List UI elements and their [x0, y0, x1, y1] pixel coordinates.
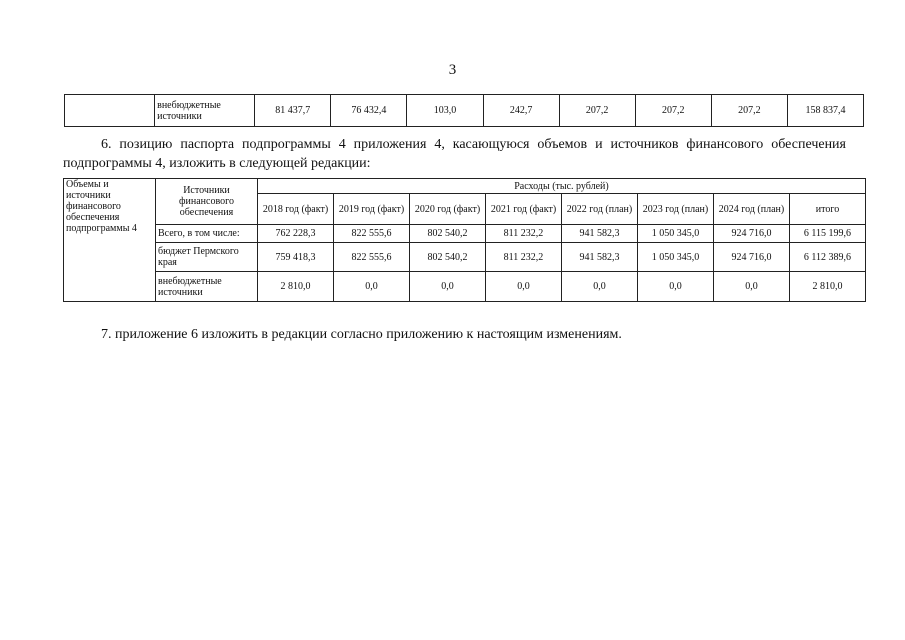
paragraph-7: 7. приложение 6 изложить в редакции согласно приложению к настоящим изменениям. [101, 327, 622, 342]
value-cell: 2 810,0 [790, 272, 866, 302]
value-cell: 0,0 [410, 272, 486, 302]
value-cell: 941 582,3 [562, 225, 638, 243]
value-cell: 0,0 [486, 272, 562, 302]
value-cell: 6 112 389,6 [790, 243, 866, 272]
value-cell: 802 540,2 [410, 225, 486, 243]
empty-cell [65, 95, 155, 127]
value-cell: 1 050 345,0 [638, 225, 714, 243]
table-row [64, 225, 866, 243]
header-row [64, 179, 866, 194]
column-header: итого [790, 194, 866, 225]
value-cell: 762 228,3 [258, 225, 334, 243]
value-cell: 924 716,0 [714, 225, 790, 243]
value-cell: 6 115 199,6 [790, 225, 866, 243]
value-cell: 822 555,6 [334, 225, 410, 243]
value-cell: 0,0 [562, 272, 638, 302]
value-cell: 0,0 [334, 272, 410, 302]
value-cell: 207,2 [711, 95, 787, 127]
table-row [64, 243, 866, 272]
value-cell: 207,2 [559, 95, 635, 127]
top-table-fragment [64, 94, 864, 127]
column-header: 2020 год (факт) [410, 194, 486, 225]
column-header: 2022 год (план) [562, 194, 638, 225]
value-cell: 76 432,4 [331, 95, 407, 127]
source-label: бюджет Пермского края [156, 243, 258, 272]
value-cell: 0,0 [638, 272, 714, 302]
value-cell: 924 716,0 [714, 243, 790, 272]
source-label: Всего, в том числе: [156, 225, 258, 243]
table-row [65, 95, 864, 127]
value-cell: 81 437,7 [255, 95, 331, 127]
value-cell: 811 232,2 [486, 225, 562, 243]
value-cell: 103,0 [407, 95, 483, 127]
value-cell: 1 050 345,0 [638, 243, 714, 272]
sources-header: Источники финансового обеспечения [156, 179, 258, 225]
value-cell: 822 555,6 [334, 243, 410, 272]
value-cell: 0,0 [714, 272, 790, 302]
source-label: внебюджетные источники [155, 95, 255, 127]
value-cell: 811 232,2 [486, 243, 562, 272]
column-header: 2024 год (план) [714, 194, 790, 225]
value-cell: 941 582,3 [562, 243, 638, 272]
column-header: 2018 год (факт) [258, 194, 334, 225]
page-number: 3 [448, 62, 457, 78]
value-cell: 759 418,3 [258, 243, 334, 272]
financing-table [63, 178, 866, 302]
column-header: 2019 год (факт) [334, 194, 410, 225]
value-cell: 2 810,0 [258, 272, 334, 302]
value-cell: 802 540,2 [410, 243, 486, 272]
column-header: 2023 год (план) [638, 194, 714, 225]
value-cell: 242,7 [483, 95, 559, 127]
row-header-cell: Объемы и источники финансового обеспечения подпрограммы 4 [64, 179, 156, 302]
paragraph-6: 6. позицию паспорта подпрограммы 4 приложения 4, касающуюся объемов и источников финансового обеспечения подпрограммы 4, изложить в следующей редакции: [63, 137, 846, 171]
value-cell: 158 837,4 [787, 95, 863, 127]
table-row [64, 272, 866, 302]
expenses-header: Расходы (тыс. рублей) [258, 179, 866, 194]
value-cell: 207,2 [635, 95, 711, 127]
source-label: внебюджетные источники [156, 272, 258, 302]
column-header: 2021 год (факт) [486, 194, 562, 225]
